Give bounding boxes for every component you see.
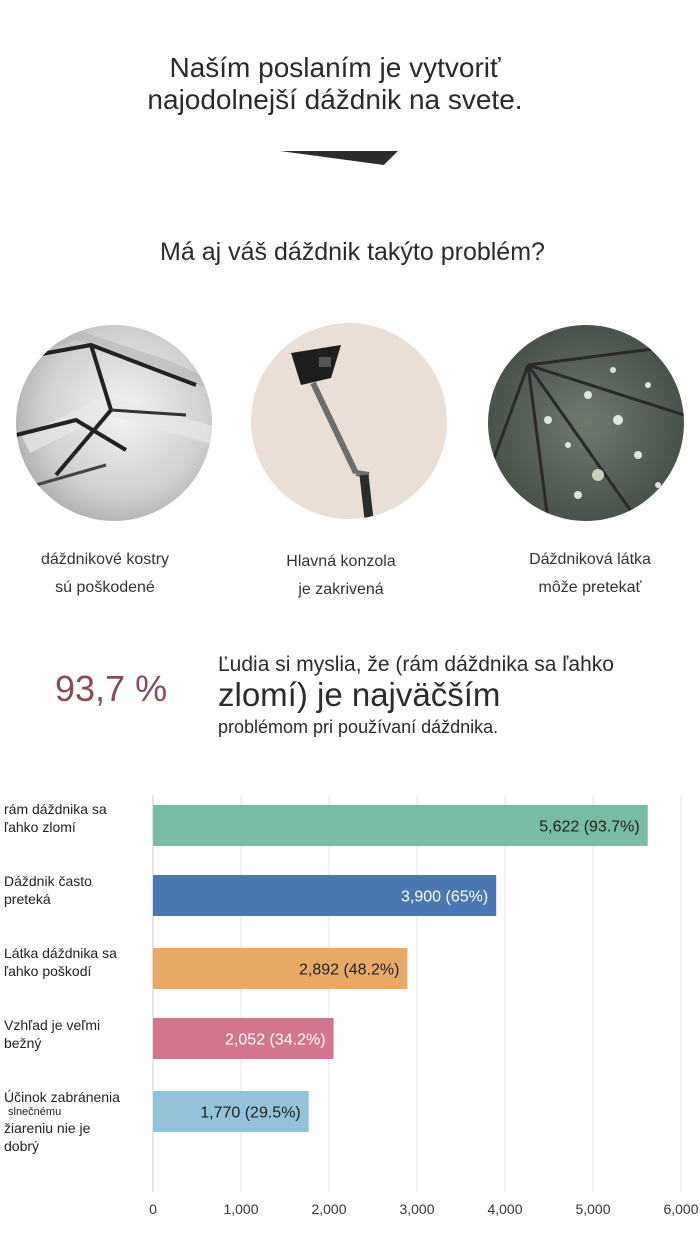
category-label-line: ľahko zlomí [4, 819, 76, 835]
category-label-line: slnečnému [8, 1106, 62, 1118]
stat-description [218, 652, 688, 742]
stat-line-1: Ľudia si myslia, že (rám dáždnika sa ľahko [218, 653, 614, 676]
x-tick-label: 3,000 [399, 1201, 435, 1217]
category-label-line: bežný [4, 1035, 42, 1051]
x-tick-label: 4,000 [487, 1201, 523, 1217]
bar-data-label: 3,900 (65%) [401, 888, 489, 906]
broken-frame-image [16, 325, 212, 521]
problem-question: Má aj váš dáždnik takýto problém? [160, 238, 545, 266]
x-tick-label: 5,000 [575, 1201, 611, 1217]
bar-data-label: 1,770 (29.5%) [200, 1104, 301, 1122]
category-label-line: Dáždnik často [4, 873, 92, 889]
mission-heading [0, 52, 670, 116]
x-tick-label: 6,000 [663, 1201, 699, 1217]
caption-leaking-fabric [490, 546, 690, 602]
caption-line: sú poškodené [55, 579, 155, 596]
category-label-line: ľahko poškodí [4, 963, 92, 979]
caption-line: je zakrivená [298, 581, 384, 598]
bar-data-label: 2,892 (48.2%) [298, 961, 400, 979]
category-label-line: rám dáždnika sa [4, 801, 107, 817]
caption-line: Dáždniková látka [529, 551, 651, 568]
leaking-fabric-image [488, 325, 684, 521]
stat-line-3: problémom pri používaní dáždnika. [218, 717, 499, 737]
caption-line: môže pretekať [538, 579, 642, 596]
stat-percentage: 93,7 % [55, 668, 168, 709]
x-tick-label: 1,000 [223, 1201, 259, 1217]
category-label-line: Účinok zabránenia [4, 1089, 120, 1105]
mission-line-2: najodolnejší dáždnik na svete. [147, 84, 523, 115]
caption-line: Hlavná konzola [286, 553, 396, 570]
bent-shaft-image [251, 323, 447, 519]
caption-line: dáždnikové kostry [40, 551, 170, 568]
category-label-line: preteká [4, 891, 51, 907]
x-tick-label: 2,000 [311, 1201, 347, 1217]
category-label-line: Látka dáždnika sa [4, 945, 117, 961]
bar-data-label: 2,052 (34.2%) [225, 1031, 326, 1049]
bar-chart [0, 780, 700, 1240]
bar-data-label: 5,622 (93.7%) [539, 818, 640, 836]
stat-line-2: zlomí) je najväčším [218, 676, 501, 713]
category-label-line: žiareniu nie je [4, 1120, 91, 1136]
x-tick-label: 0 [149, 1201, 157, 1217]
decorative-divider [280, 151, 398, 165]
mission-line-1: Naším poslaním je vytvoriť [169, 52, 501, 83]
caption-bent-shaft [241, 548, 441, 604]
caption-broken-frame [5, 546, 205, 602]
category-label-line: dobrý [4, 1138, 40, 1154]
category-label-line: Vzhľad je veľmi [4, 1017, 101, 1033]
